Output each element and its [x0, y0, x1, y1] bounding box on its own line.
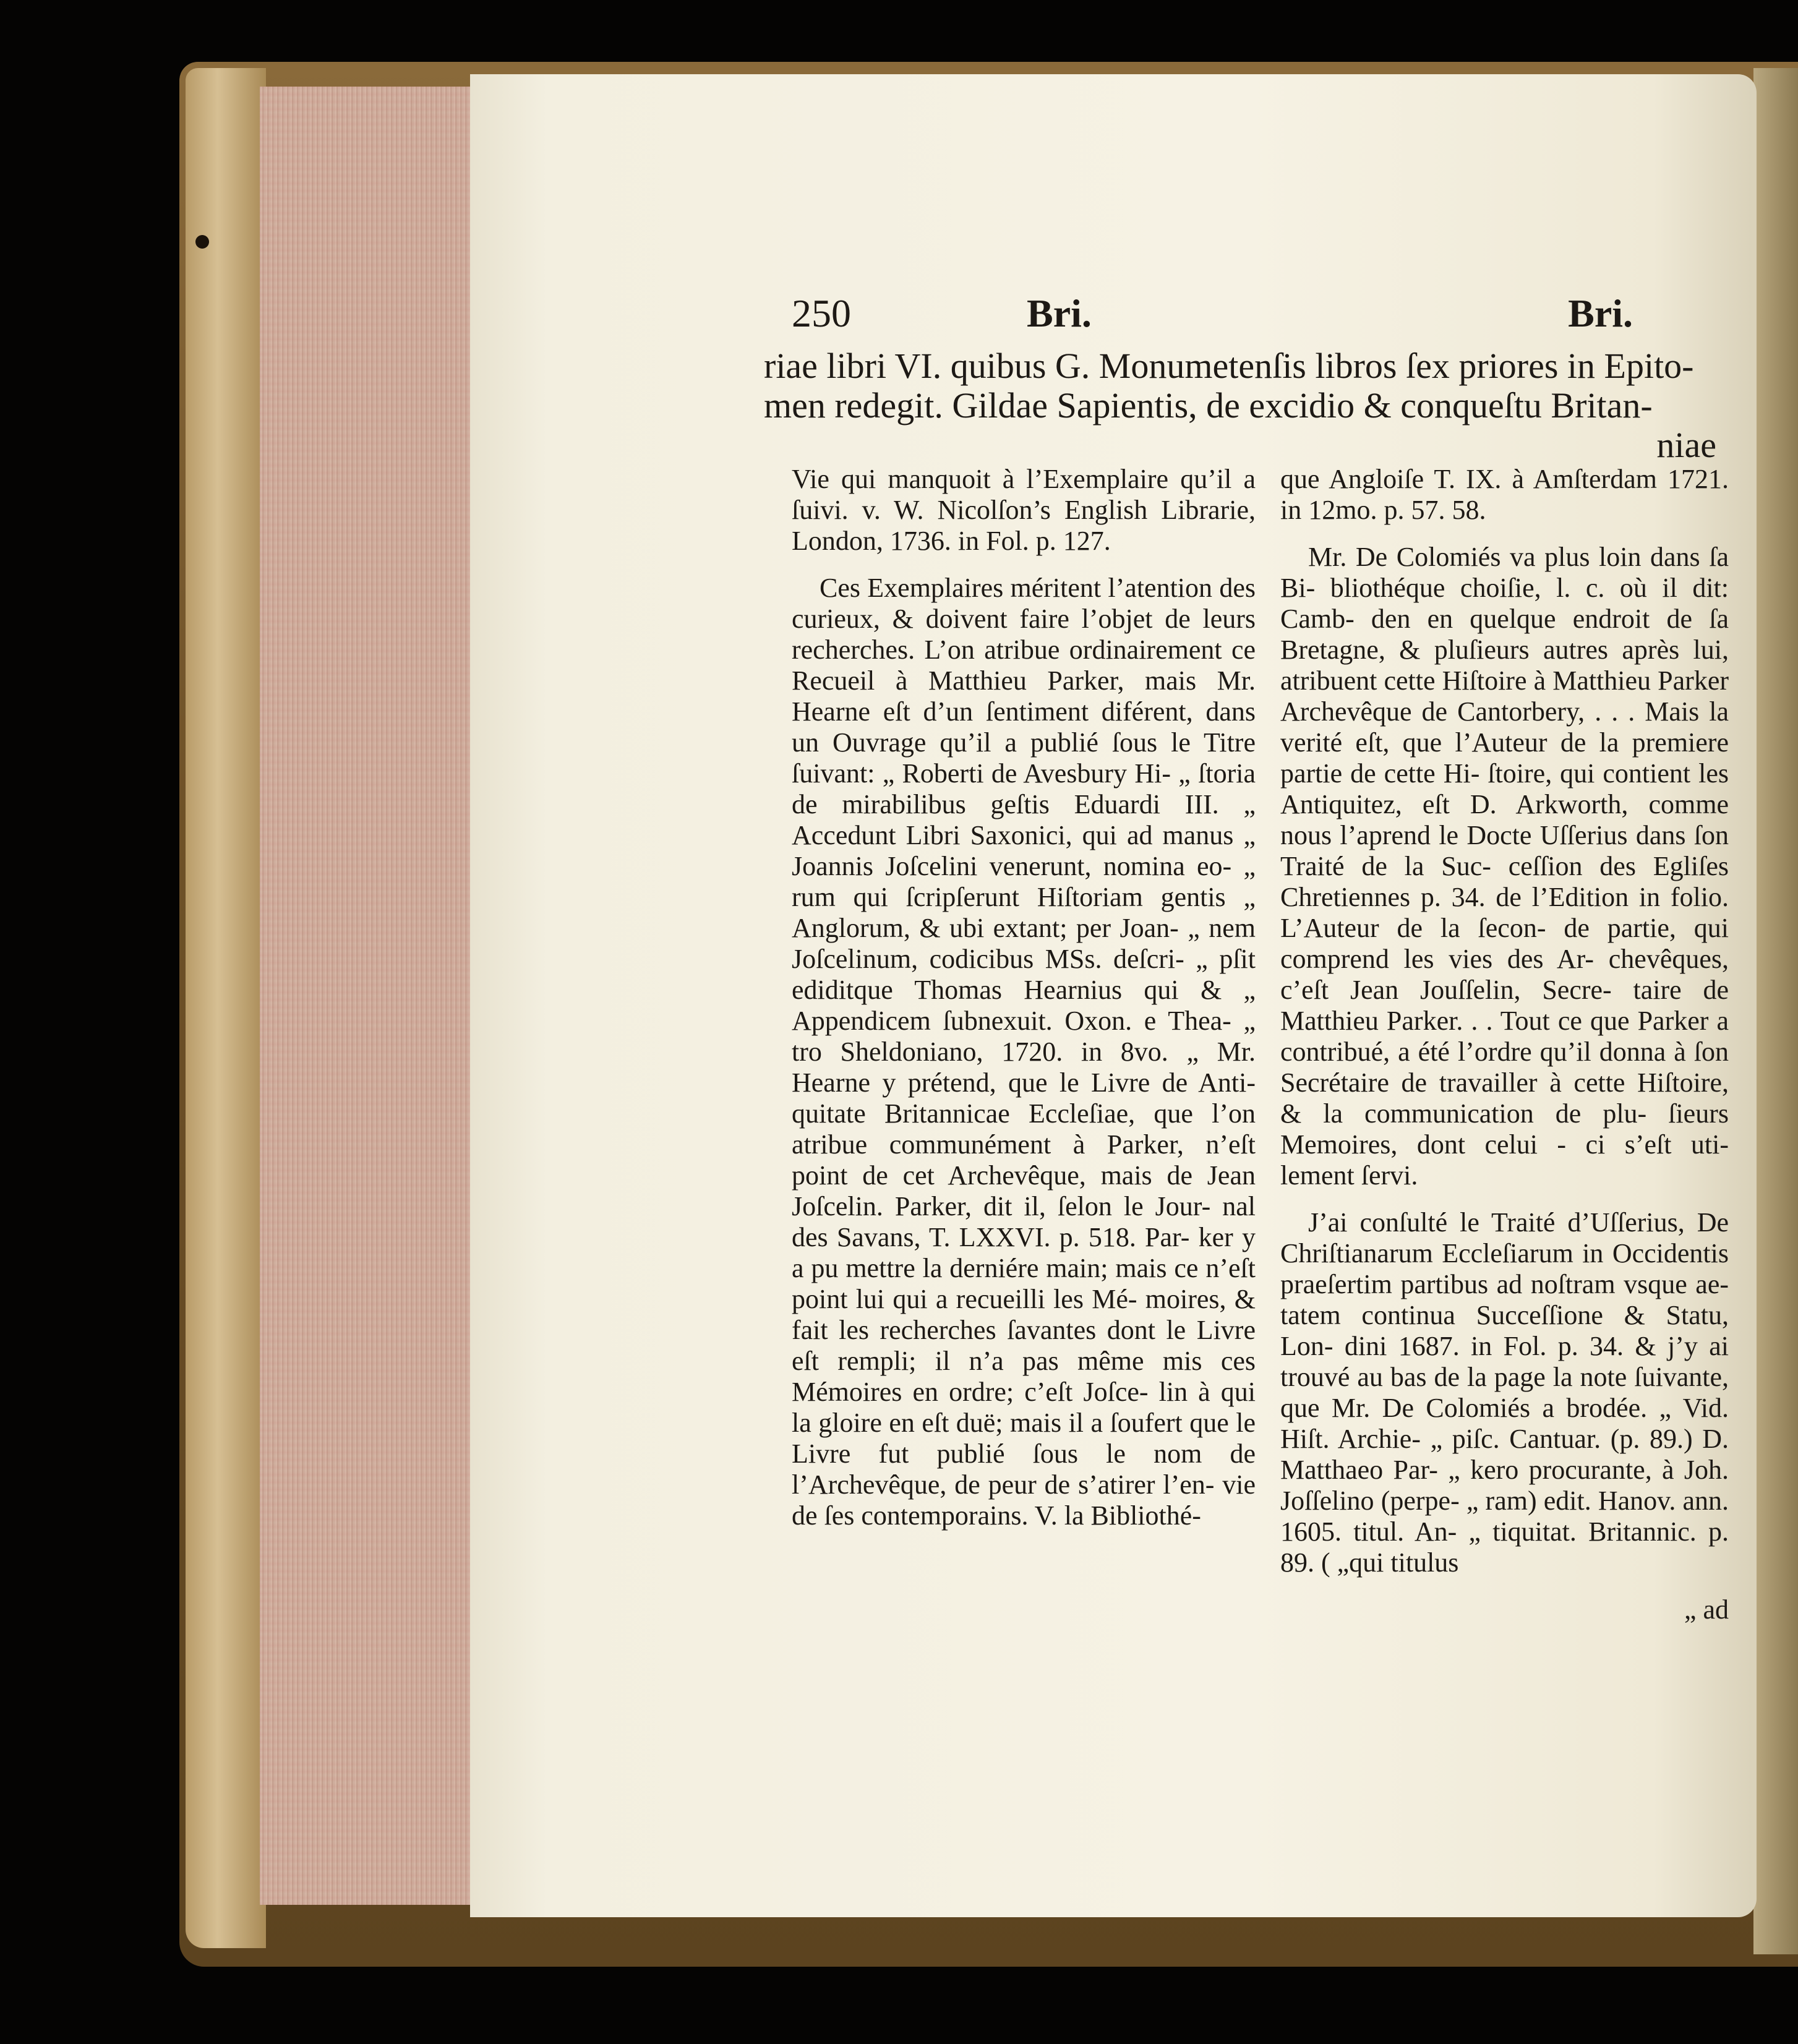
page-number: 250: [792, 291, 851, 335]
catchword: „ ad: [1684, 1594, 1729, 1625]
page-stack-edge: [260, 87, 471, 1905]
binding-hole: [195, 235, 209, 249]
full-width-text: [764, 346, 1716, 465]
left-paragraph-2: Ces Exemplaires méritent l’atention des curieux, & doivent faire l’objet de leurs recherches. L’on atribue ordinairement ce Recueil à Matthieu Parker, mais Mr. Hearne eſt d’un ſentiment diférent, dans un Ouvrage qu’il a publié ſous le Titre ſuivant: „ Roberti de Avesbury Hi- „ ſtoria de mirabilibus geſtis Eduardi III. „ Accedunt Libri Saxonici, qui ad manus „ Joannis Joſcelini venerunt, nomina eo- „ rum qui ſcripſerunt Hiſtoriam gentis „ Anglorum, & ubi extant; per Joan- „ nem Joſcelinum, codicibus MSs. deſcri- „ pſit ediditque Thomas Hearnius qui & „ Appendicem ſubnexuit. Oxon. e Thea- „ tro Sheldoniano, 1720. in 8vo. „ Mr. Hearne y prétend, que le Livre de Anti- quitate Britannicae Eccleſiae, que l’on atribue communément à Parker, n’eſt point de cet Archevêque, mais de Jean Joſcelin. Parker, dit il, ſelon le Jour- nal des Savans, T. LXXVI. p. 518. Par- ker y a pu mettre la derniére main; mais ce n’eſt point lui qui a recueilli les Mé- moires, & fait les recherches ſavantes dont le Livre eſt rempli; il n’a pas même mis ces Mémoires en ordre; c’eſt Joſce- lin à qui la gloire en eſt duë; mais il a ſoufert que le Livre fut publié ſous le nom de l’Archevêque, de peur de s’atirer l’en- vie de ſes contemporains. V. la Bibliothé-: [792, 573, 1256, 1531]
full-width-line-3: niae: [1656, 425, 1716, 465]
full-width-line-2: men redegit. Gildae Sapientis, de excidio & conqueſtu Britan-: [764, 385, 1653, 425]
next-page-edge: [1753, 68, 1798, 1954]
left-column: [792, 464, 1256, 1547]
full-width-line-1: riae libri VI. quibus G. Monumetenſis libros ſex priores in Epito-: [764, 346, 1694, 386]
right-paragraph-2: Mr. De Colomiés va plus loin dans ſa Bi- bliothéque choiſie, l. c. où il dit: Camb- den en quelque endroit de ſa Bretagne, & pluſieurs autres après lui, atribuent cette Hiſtoire à Matthieu Parker Archevêque de Cantorbery, . . . Mais la verité eſt, que l’Auteur de la premiere partie de cette Hi- ſtoire, qui contient les Antiquitez, eſt D. Arkworth, comme nous l’aprend le Docte Uſſerius dans ſon Traité de la Suc- ceſſion des Egliſes Chretiennes p. 34. de l’Edition in folio. L’Auteur de la ſecon- de partie, qui comprend les vies des Ar- chevêques, c’eſt Jean Jouſſelin, Secre- taire de Matthieu Parker. . . Tout ce que Parker a contribué, a été l’ordre qu’il donna à ſon Secrétaire de travailler à cette Hiſtoire, & la communication de plu- ſieurs Memoires, dont celui - ci s’eſt uti- lement ſervi.: [1280, 542, 1729, 1191]
book-page: [470, 74, 1757, 1917]
running-head-right: Bri.: [1568, 291, 1633, 335]
right-column: [1280, 464, 1729, 1625]
right-paragraph-3: J’ai conſulté le Traité d’Uſſerius, De Chriſtianarum Eccleſiarum in Occidentis praeſertim partibus ad noſtram vsque ae- tatem continua Succeſſione & Statu, Lon- dini 1687. in Fol. p. 34. & j’y ai trouvé au bas de la page la note ſuivante, que Mr. De Colomiés a brodée. „ Vid. Hiſt. Archie- „ piſc. Cantuar. (p. 89.) D. Matthaeo Par- „ kero procurante, à Joh. Joſſelino (perpe- „ ram) edit. Hanov. ann. 1605. titul. An- „ tiquitat. Britannic. p. 89. ( „qui titulus: [1280, 1207, 1729, 1578]
left-paragraph-1: Vie qui manquoit à l’Exemplaire qu’il a ſuivi. v. W. Nicolſon’s English Librarie, London, 1736. in Fol. p. 127.: [792, 464, 1256, 556]
cover-edge: [186, 68, 266, 1948]
running-head-left: Bri.: [1027, 291, 1092, 335]
right-paragraph-1: que Angloiſe T. IX. à Amſterdam 1721. in 12mo. p. 57. 58.: [1280, 464, 1729, 525]
